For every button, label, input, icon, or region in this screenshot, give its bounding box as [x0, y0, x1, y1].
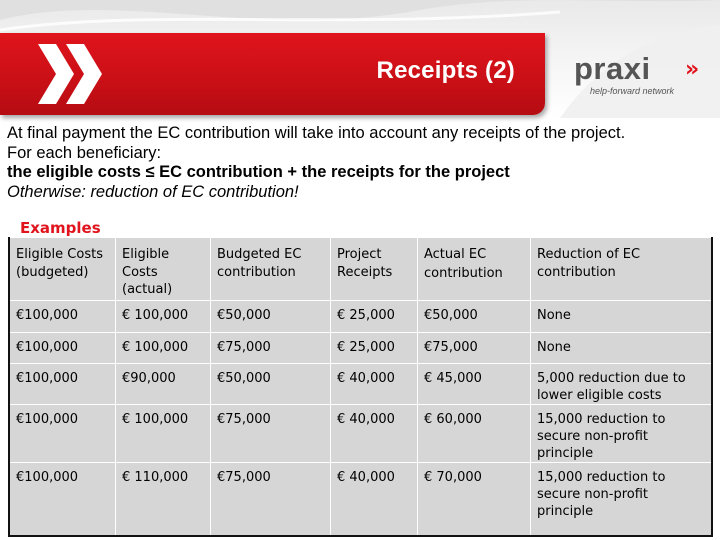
header-cell: Eligible Costs (actual): [116, 238, 211, 301]
table-cell: €50,000: [418, 301, 531, 333]
table-cell: 15,000 reduction to secure non-profit principle: [531, 405, 713, 463]
table-cell: € 110,000: [116, 463, 211, 536]
table-cell: € 100,000: [116, 405, 211, 463]
logo-arrows-icon: »: [685, 57, 700, 82]
praxi-logo: [574, 52, 714, 102]
table-cell: € 100,000: [116, 301, 211, 333]
table-cell: None: [531, 333, 713, 364]
table-cell: €100,000: [10, 463, 116, 536]
table-cell: €100,000: [10, 301, 116, 333]
intro-line-otherwise: Otherwise: reduction of EC contribution!: [7, 182, 299, 201]
table-cell: None: [531, 301, 713, 333]
table-cell: € 25,000: [331, 333, 418, 364]
table-cell: €50,000: [211, 301, 331, 333]
intro-text: [7, 124, 713, 202]
receipts-examples-table: [9, 237, 713, 536]
page-title: Receipts (2): [376, 57, 515, 84]
table-cell: €75,000: [211, 333, 331, 364]
logo-tagline: help-forward network: [590, 86, 675, 96]
logo-wordmark: praxi: [574, 51, 651, 86]
table-cell: €100,000: [10, 333, 116, 364]
table-cell: €75,000: [211, 405, 331, 463]
table-cell: €50,000: [211, 364, 331, 405]
header-cell: Reduction of EC contribution: [531, 238, 713, 301]
table-row: [10, 301, 713, 333]
table-cell: € 40,000: [331, 405, 418, 463]
table-cell: € 40,000: [331, 463, 418, 536]
table-cell: € 45,000: [418, 364, 531, 405]
table-cell: 15,000 reduction to secure non-profit principle: [531, 463, 713, 536]
table-cell: €100,000: [10, 405, 116, 463]
intro-line-rule: the eligible costs ≤ EC contribution + the receipts for the project: [7, 163, 510, 181]
table-cell: € 25,000: [331, 301, 418, 333]
intro-line-1: At final payment the EC contribution will take into account any receipts of the project.: [7, 124, 626, 142]
table-header-row: [10, 238, 713, 301]
table-cell: € 100,000: [116, 333, 211, 364]
header-cell: Budgeted EC contribution: [211, 238, 331, 301]
header-cell: Project Receipts: [331, 238, 418, 301]
table-row: [10, 333, 713, 364]
table-cell: € 60,000: [418, 405, 531, 463]
examples-heading: Examples: [20, 219, 101, 237]
intro-line-2: For each beneficiary:: [7, 143, 162, 162]
table-cell: €100,000: [10, 364, 116, 405]
table-cell: €90,000: [116, 364, 211, 405]
table-row: [10, 364, 713, 405]
table-cell: 5,000 reduction due to lower eligible costs: [531, 364, 713, 405]
double-chevron-icon: [38, 44, 108, 104]
table-row: [10, 463, 713, 536]
table-row: [10, 405, 713, 463]
header-cell: Actual EC contribution: [418, 238, 531, 301]
table-cell: € 40,000: [331, 364, 418, 405]
table-cell: €75,000: [418, 333, 531, 364]
header-cell: Eligible Costs (budgeted): [10, 238, 116, 301]
table-cell: €75,000: [211, 463, 331, 536]
table-cell: € 70,000: [418, 463, 531, 536]
